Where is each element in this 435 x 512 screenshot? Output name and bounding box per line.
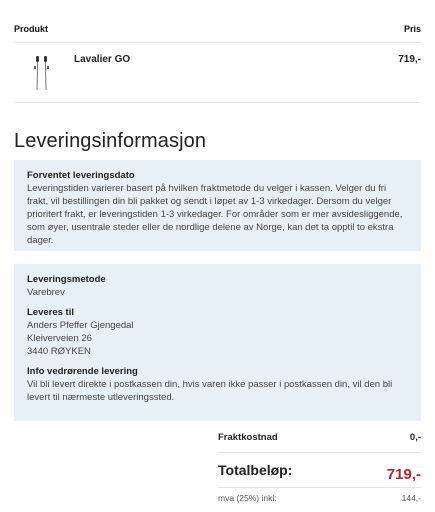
deliver-to-group (27, 307, 408, 358)
recipient-postal: 3440 RØYKEN (27, 346, 91, 357)
delivery-method-value: Varebrev (27, 287, 65, 298)
delivery-method-heading: Leveringsmetode (27, 274, 106, 285)
vat-value: 144,- (401, 493, 421, 503)
shipping-cost-row (218, 432, 421, 446)
expected-delivery-box (14, 160, 421, 251)
totals-divider (218, 452, 421, 453)
cart-table-header (14, 24, 421, 38)
cart-item-row (14, 44, 421, 102)
recipient-name: Anders Pfeffer Gjengedal (27, 320, 134, 331)
recipient-street: Kleiverveien 26 (27, 333, 92, 344)
delivery-info-text: Vil bli levert direkte i postkassen din, hvis varen ikke passer i postkassen din, vil den bli levert til nærmeste utleveringssted. (27, 379, 393, 403)
totals-divider (218, 487, 421, 488)
product-column-header: Produkt (14, 24, 49, 34)
shipping-cost-label: Fraktkostnad (218, 432, 278, 443)
total-amount-value: 719,- (386, 466, 421, 483)
deliver-to-heading: Leveres til (27, 307, 74, 318)
delivery-section-title: Leveringsinformasjon (14, 130, 207, 152)
product-price: 719,- (398, 54, 421, 65)
expected-delivery-text: Leveringstiden varierer basert på hvilken fraktmetode du velger i kassen. Velger du fri frakt, vil bestillingen din bli pakket og sendt i løpet av 1-3 virkedager. Dersom du velger prioritert frakt, er leveringstiden 1-3 virkedager. For områder som er mer avsidesliggende, som øyer, usentrale steder eller de nordlige delene av Norge, kan det ta opptil to ekstra dager. (27, 183, 403, 246)
delivery-info-group (27, 366, 408, 404)
delivery-details-box (14, 264, 421, 421)
product-name[interactable]: Lavalier GO (74, 54, 131, 65)
delivery-info-heading: Info vedrørende levering (27, 366, 138, 377)
delivery-method-group (27, 274, 408, 299)
header-divider (14, 42, 421, 43)
shipping-cost-value: 0,- (409, 432, 421, 443)
product-divider (14, 102, 421, 103)
vat-row (218, 493, 421, 505)
total-amount-row (218, 462, 421, 484)
vat-label: mva (25%) inkl: (218, 493, 277, 503)
lavalier-microphone-icon[interactable] (24, 54, 60, 92)
expected-delivery-heading: Forventet leveringsdato (27, 170, 135, 181)
total-amount-label: Totalbeløp: (218, 462, 293, 478)
price-column-header: Pris (403, 24, 421, 34)
